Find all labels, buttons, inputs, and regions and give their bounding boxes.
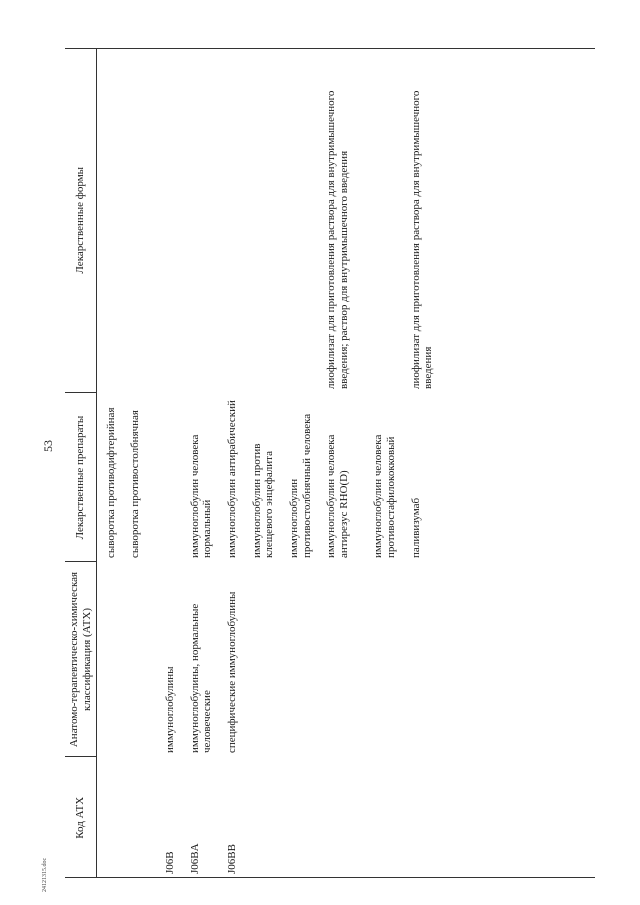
header-drugs: Лекарственные препараты (65, 393, 97, 562)
cell-classification (325, 562, 350, 757)
cell-classification (288, 562, 313, 757)
cell-classification: иммуноглобулины, нормальные человеческие (188, 603, 214, 753)
cell-drug: иммуноглобулин против клещевого энцефалита (250, 443, 276, 558)
cell-code (325, 757, 350, 878)
cell-classification: иммуноглобулины (164, 666, 177, 753)
cell-classification (105, 562, 118, 757)
cell-classification (372, 562, 397, 757)
header-forms: Лекарственные формы (65, 48, 97, 393)
table-header-row (65, 48, 97, 878)
cell-drug: иммуноглобулин человека нормальный (188, 434, 214, 558)
cell-code: J06BA (188, 843, 201, 874)
table-row (410, 48, 435, 878)
page-number: 53 (41, 440, 55, 452)
atc-drug-table (65, 48, 435, 878)
table-row (129, 48, 142, 878)
table-row (288, 48, 313, 878)
cell-code (105, 757, 118, 878)
cell-form (288, 48, 313, 393)
cell-form: лиофилизат для приготовления раствора для внутримышечного введения (409, 90, 435, 389)
table-left-rule (65, 877, 595, 878)
cell-form (226, 48, 239, 393)
document-footer-code: 24121315.doc (42, 857, 48, 892)
cell-code: J06BB (225, 844, 238, 874)
cell-form (251, 48, 276, 393)
cell-form (189, 48, 214, 393)
cell-drug: иммуноглобулин человека противостафилококковый (372, 434, 398, 558)
header-code: Код АТХ (65, 757, 97, 878)
cell-drug: иммуноглобулин противостолбнячный человека (287, 413, 313, 558)
cell-drug: сыворотка противодифтерийная (104, 407, 117, 558)
cell-drug: иммуноглобулин человека антирезус RHO(D) (325, 434, 350, 558)
cell-code (129, 757, 142, 878)
cell-form: лиофилизат для приготовления раствора для внутримышечного введения; раствор для внутримышечного введения (325, 90, 350, 389)
cell-form (164, 48, 177, 393)
cell-code (251, 757, 276, 878)
atc-table-sheet (65, 48, 595, 878)
table-row (325, 48, 350, 878)
cell-classification (251, 562, 276, 757)
table-row (372, 48, 397, 878)
cell-code: J06B (164, 851, 177, 874)
cell-form (372, 48, 397, 393)
table-row (164, 48, 177, 878)
header-classification: Анатомо-терапевтическо-химическая классификация (АТХ) (65, 562, 97, 757)
table-row (189, 48, 214, 878)
cell-form (129, 48, 142, 393)
cell-classification (129, 562, 142, 757)
cell-classification (410, 562, 435, 757)
cell-classification: специфические иммуноглобулины (225, 591, 238, 753)
cell-code (288, 757, 313, 878)
table-row (226, 48, 239, 878)
cell-drug: паливизумаб (409, 497, 422, 558)
cell-code (372, 757, 397, 878)
table-row (251, 48, 276, 878)
table-right-rule (65, 48, 595, 49)
cell-code (410, 757, 435, 878)
cell-drug (164, 393, 177, 562)
table-row (105, 48, 118, 878)
cell-form (105, 48, 118, 393)
cell-drug: иммуноглобулин антирабический (225, 400, 238, 558)
cell-drug: сыворотка противостолбнячная (129, 410, 142, 558)
